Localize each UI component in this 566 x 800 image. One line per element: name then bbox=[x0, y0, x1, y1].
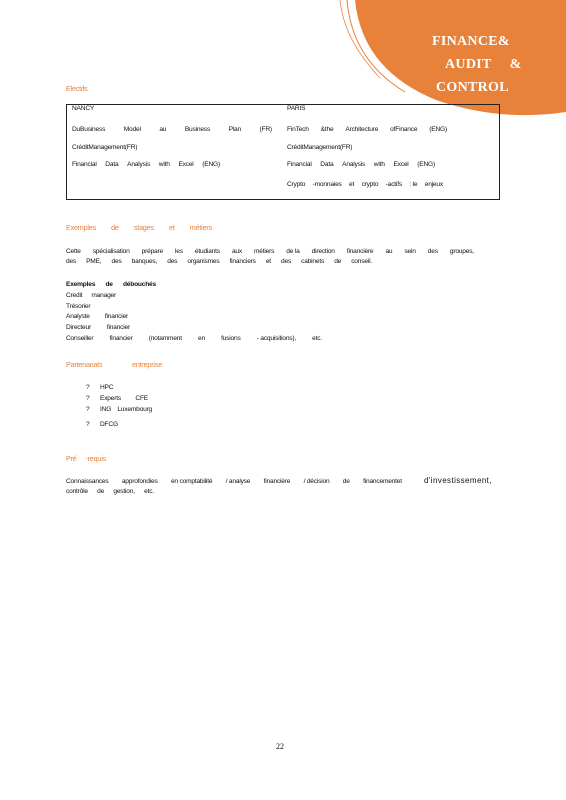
job-item: Analyste financier bbox=[66, 313, 128, 320]
electifs-left-row-1: DuBusiness Model au Business Plan (FR) bbox=[72, 126, 272, 133]
electifs-right-row-3: Financial Data Analysis with Excel (ENG) bbox=[287, 161, 435, 168]
electifs-right-row-4: Crypto -monnaies et crypto -actifs : le enjeux bbox=[287, 181, 443, 188]
banner-title-line3: CONTROL bbox=[436, 80, 509, 95]
electifs-right-row-1: FinTech &the Architecture ofFinance (ENG) bbox=[287, 126, 447, 133]
exemples-paragraph-line1: Cette spécialisation prépare les étudiants aux métiers de la direction financière au sein des groupes, bbox=[66, 248, 474, 255]
prerequis-line1-tail: d'investissement, bbox=[424, 476, 492, 485]
electifs-left-row-3: Financial Data Analysis with Excel (ENG) bbox=[72, 161, 220, 168]
prerequis-line1: Connaissances approfondies en comptabilité / analyse financière / décision de financementet bbox=[66, 478, 402, 485]
bullet-glyph: ? bbox=[86, 395, 90, 402]
electifs-city-paris: PARIS bbox=[287, 105, 306, 112]
exemples-paragraph-line2: des PME, des banques, des organismes financiers et des cabinets de conseil. bbox=[66, 258, 372, 265]
electifs-heading: Electifs bbox=[66, 84, 88, 93]
partenariats-heading: Partenariats entreprise bbox=[66, 360, 162, 369]
debouches-title: Exemples de débouchés bbox=[66, 281, 156, 288]
electifs-city-nancy: NANCY bbox=[72, 105, 95, 112]
partner-item: HPC bbox=[100, 384, 114, 391]
prerequis-line2: contrôle de gestion, etc. bbox=[66, 488, 154, 495]
bullet-glyph: ? bbox=[86, 406, 90, 413]
banner-title-line2: AUDIT & bbox=[445, 57, 522, 72]
job-item: Directeur financier bbox=[66, 324, 130, 331]
partner-item: DFCG bbox=[100, 421, 118, 428]
partner-item: ING Luxembourg bbox=[100, 406, 152, 413]
prerequis-heading: Pré -requis bbox=[66, 454, 106, 463]
partner-item: Experts CFE bbox=[100, 395, 148, 402]
bullet-glyph: ? bbox=[86, 384, 90, 391]
page-number: 22 bbox=[276, 742, 284, 751]
electifs-left-row-2: CréditManagement(FR) bbox=[72, 144, 138, 151]
exemples-heading: Exemples de stages et métiers bbox=[66, 223, 212, 232]
electifs-right-row-2: CréditManagement(FR) bbox=[287, 144, 353, 151]
job-item: Trésorier bbox=[66, 303, 91, 310]
banner-title-line1: FINANCE& bbox=[432, 34, 510, 49]
job-item: Conseiller financier (notamment en fusions - acquisitions), etc. bbox=[66, 335, 322, 342]
bullet-glyph: ? bbox=[86, 421, 90, 428]
job-item: Credit manager bbox=[66, 292, 116, 299]
